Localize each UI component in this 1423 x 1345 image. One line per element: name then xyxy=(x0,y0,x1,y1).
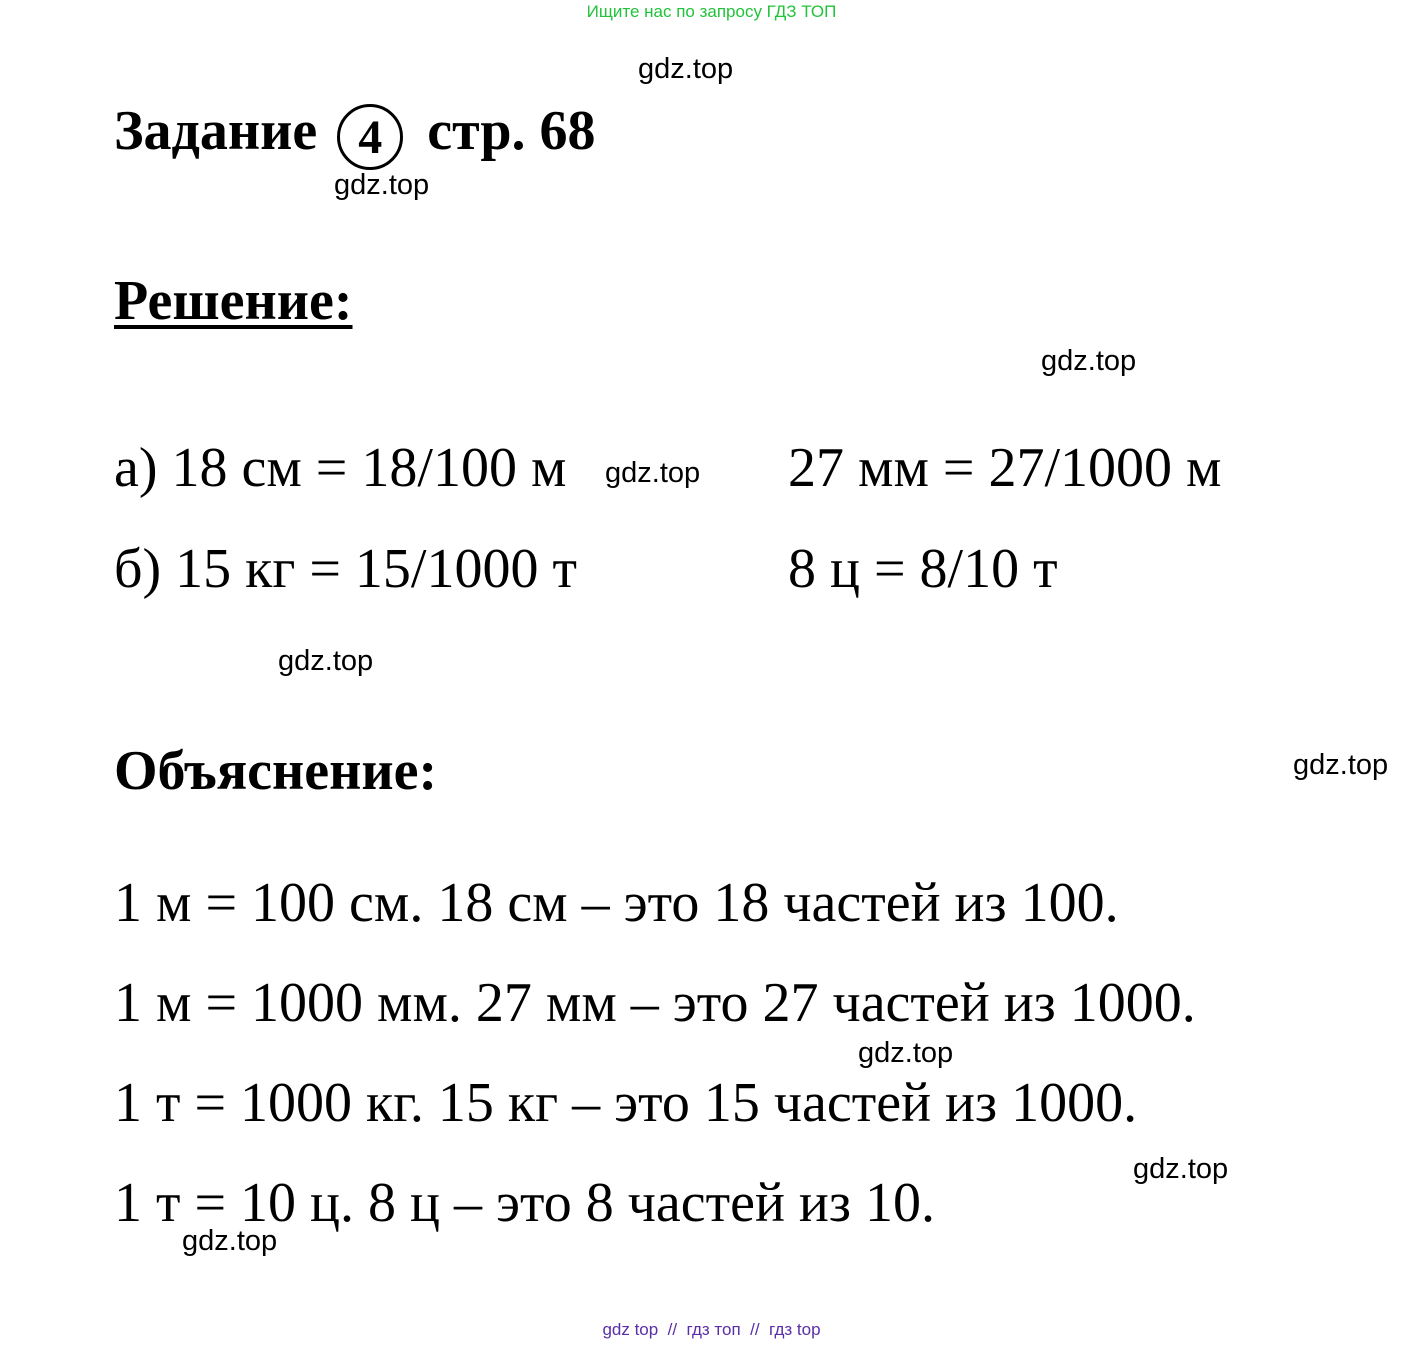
footer-watermark: gdz top // гдз топ // гдз top xyxy=(602,1320,821,1339)
task-word: Задание xyxy=(114,100,318,162)
explanation-line-1: 1 м = 100 см. 18 см – это 18 частей из 100. xyxy=(114,872,1119,934)
watermark: gdz.top xyxy=(1133,1153,1229,1185)
search-banner: Ищите нас по запросу ГДЗ ТОП xyxy=(586,2,837,21)
solution-a-right: 27 мм = 27/1000 м xyxy=(788,437,1222,499)
watermark: gdz.top xyxy=(1041,345,1137,377)
explanation-heading: Объяснение: xyxy=(114,740,438,802)
explanation-line-4: 1 т = 10 ц. 8 ц – это 8 частей из 10. xyxy=(114,1172,936,1234)
watermark: gdz.top xyxy=(182,1225,278,1257)
task-title xyxy=(114,100,596,170)
watermark: gdz.top xyxy=(638,53,734,85)
watermark: gdz.top xyxy=(334,169,430,201)
task-page: стр. 68 xyxy=(427,100,596,162)
watermark: gdz.top xyxy=(605,457,701,489)
explanation-line-3: 1 т = 1000 кг. 15 кг – это 15 частей из 1000. xyxy=(114,1072,1138,1134)
solution-a-left: а) 18 см = 18/100 м xyxy=(114,437,567,499)
watermark: gdz.top xyxy=(858,1037,954,1069)
solution-heading: Решение: xyxy=(114,270,353,332)
task-number-circle: 4 xyxy=(337,104,403,170)
watermark: gdz.top xyxy=(278,645,374,677)
solution-b-left: б) 15 кг = 15/1000 т xyxy=(114,538,577,600)
solution-b-right: 8 ц = 8/10 т xyxy=(788,538,1058,600)
watermark: gdz.top xyxy=(1293,749,1389,781)
explanation-line-2: 1 м = 1000 мм. 27 мм – это 27 частей из 1000. xyxy=(114,972,1196,1034)
